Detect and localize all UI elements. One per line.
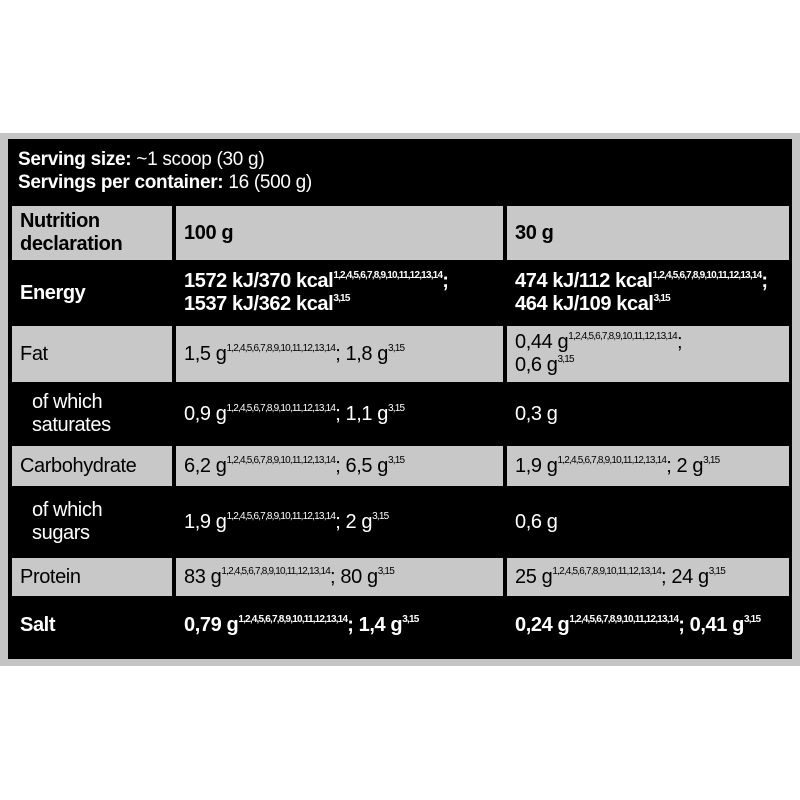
- servings-per-container: Servings per container: 16 (500 g): [18, 172, 312, 193]
- row-label: Salt: [12, 600, 172, 650]
- nutrition-label: [8, 139, 792, 659]
- energy-30g: 474 kJ/112 kcal$^{1,2,4,5,6,7,8,9,10,11,12,13,14}$; 464 kJ/109 kcal$^{3,15}$: [507, 263, 789, 323]
- serving-size: Serving size: ~1 scoop (30 g): [18, 149, 265, 170]
- fat-30g: 0,44 $g^{1,2,4,5,6,7,8,9,10,11,12,13,14}$; 0,6 $g^{3,15}$: [507, 326, 789, 382]
- table-row-fat: [12, 326, 789, 382]
- salt-100g: 0,79 $g^{1,2,4,5,6,7,8,9,10,11,12,13,14}$; 1,4 $g^{3,15}$: [176, 600, 503, 650]
- header-30g: 30 g: [507, 206, 789, 260]
- saturates-30g: 0,3 g: [507, 385, 789, 443]
- energy-100g: 1572 kJ/370 kcal$^{1,2,4,5,6,7,8,9,10,11,12,13,14}$; 1537 kJ/362 kcal$^{3,15}$: [176, 263, 503, 323]
- row-label: Carbohydrate: [12, 446, 172, 486]
- protein-100g: 83 $g^{1,2,4,5,6,7,8,9,10,11,12,13,14}$; 80 $g^{3,15}$: [176, 558, 503, 596]
- table-header-row: [12, 206, 789, 260]
- table-row-carbohydrate: [12, 446, 789, 486]
- carbohydrate-30g: 1,9 $g^{1,2,4,5,6,7,8,9,10,11,12,13,14}$; 2 $g^{3,15}$: [507, 446, 789, 486]
- salt-30g: 0,24 $g^{1,2,4,5,6,7,8,9,10,11,12,13,14}$; 0,41 $g^{3,15}$: [507, 600, 789, 650]
- row-label: Protein: [12, 558, 172, 596]
- table-row-energy: [12, 263, 789, 323]
- row-label: Energy: [12, 263, 172, 323]
- table-row-protein: [12, 558, 789, 596]
- header-nutrition-declaration: Nutrition declaration: [12, 206, 172, 260]
- table-row-salt: [12, 600, 789, 650]
- sugars-30g: 0,6 g: [507, 489, 789, 555]
- row-label: of which sugars: [12, 489, 172, 555]
- row-label: of which saturates: [12, 385, 172, 443]
- table-row-sugars: [12, 489, 789, 555]
- saturates-100g: 0,9 $g^{1,2,4,5,6,7,8,9,10,11,12,13,14}$; 1,1 $g^{3,15}$: [176, 385, 503, 443]
- carbohydrate-100g: 6,2 $g^{1,2,4,5,6,7,8,9,10,11,12,13,14}$; 6,5 $g^{3,15}$: [176, 446, 503, 486]
- fat-100g: 1,5 $g^{1,2,4,5,6,7,8,9,10,11,12,13,14}$; 1,8 $g^{3,15}$: [176, 326, 503, 382]
- row-label: Fat: [12, 326, 172, 382]
- sugars-100g: 1,9 $g^{1,2,4,5,6,7,8,9,10,11,12,13,14}$; 2 $g^{3,15}$: [176, 489, 503, 555]
- header-100g: 100 g: [176, 206, 503, 260]
- table-row-saturates: [12, 385, 789, 443]
- protein-30g: 25 $g^{1,2,4,5,6,7,8,9,10,11,12,13,14}$; 24 $g^{3,15}$: [507, 558, 789, 596]
